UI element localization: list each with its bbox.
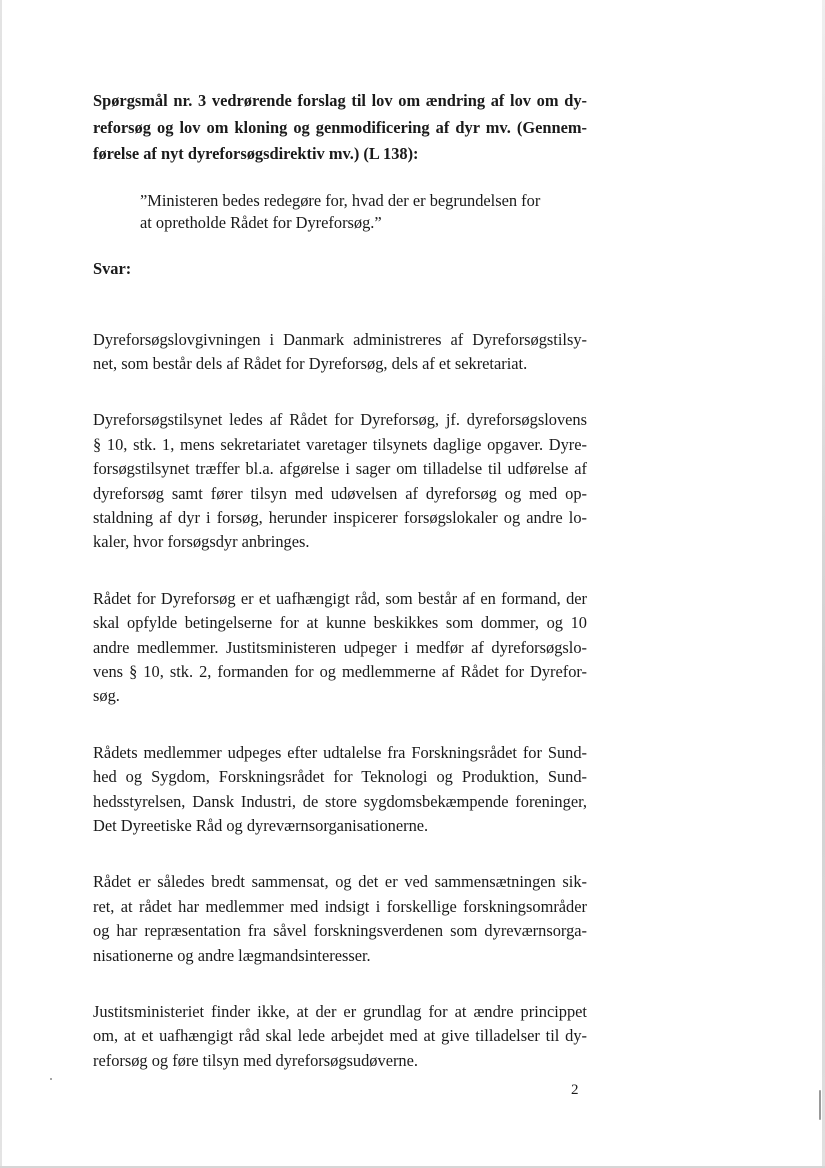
document-body [93,88,587,1073]
answer-label: Svar: [93,258,132,278]
answer-paragraph [93,1000,587,1073]
question-title-line: reforsøg og lov om kloning og genmodificering af dyr mv. (Gennem- [93,117,587,137]
paragraph-line: kaler, hvor forsøgsdyr anbringes. [93,532,310,552]
question-title [93,88,587,168]
scan-edge-left [0,0,2,1168]
paragraph-line: om, at et uafhængigt råd skal lede arbejdet med at give tilladelser til dy- [93,1026,587,1046]
paragraph-line: Justitsministeriet finder ikke, at der er grundlag for at ændre princippet [93,1002,587,1022]
answer-paragraph [93,870,587,968]
question-title-line: Spørgsmål nr. 3 vedrørende forslag til lov om ændring af lov om dy- [93,91,587,110]
paragraph-line: Rådet for Dyreforsøg er et uafhængigt råd, som består af en formand, der [93,588,587,608]
paragraph-line: hed og Sygdom, Forskningsrådet for Teknologi og Produktion, Sund- [93,767,587,787]
quote-line: ”Ministeren bedes redegøre for, hvad der er begrundelsen for [140,190,541,210]
scan-speck [50,1078,52,1080]
paragraph-line: nisationerne og andre lægmandsinteresser. [93,945,371,965]
scan-speck [819,1090,821,1120]
paragraph-line: dyreforsøg samt fører tilsyn med udøvelsen af dyreforsøg og med op- [93,483,587,503]
answer-paragraph [93,408,587,554]
paragraph-line: Rådet er således bredt sammensat, og det er ved sammensætningen sik- [93,872,587,892]
quote-line: at opretholde Rådet for Dyreforsøg.” [140,213,382,232]
paragraph-line: Dyreforsøgslovgivningen i Danmark administreres af Dyreforsøgstilsy- [93,329,587,349]
paragraph-line: forsøgstilsynet træffer bl.a. afgørelse i sager om tilladelse til udførelse af [93,459,587,479]
paragraph-line: Rådets medlemmer udpeges efter udtalelse fra Forskningsrådet for Sund- [93,742,587,762]
page-number: 2 [571,1082,579,1098]
paragraph-line: Det Dyreetiske Råd og dyreværnsorganisationerne. [93,816,429,835]
paragraph-line: vens § 10, stk. 2, formanden for og medlemmerne af Rådet for Dyrefor- [93,661,587,681]
answer-paragraphs [93,328,587,1074]
paragraph-line: hedsstyrelsen, Dansk Industri, de store sygdomsbekæmpende foreninger, [93,791,587,811]
question-quote [140,190,587,235]
paragraph-line: Dyreforsøgstilsynet ledes af Rådet for Dyreforsøg, jf. dyreforsøgslovens [93,410,587,430]
answer-paragraph [93,741,587,839]
paragraph-line: ret, at rådet har medlemmer med indsigt i forskellige forskningsområder [93,896,587,916]
paragraph-line: staldning af dyr i forsøg, herunder inspicerer forsøgslokaler og andre lo- [93,507,587,527]
paragraph-line: søg. [93,686,120,706]
paragraph-line: skal opfylde betingelserne for at kunne beskikkes som dommer, og 10 [93,613,587,633]
paragraph-line: og har repræsentation fra såvel forskningsverdenen som dyreværnsorga- [93,921,587,941]
answer-paragraph [93,587,587,709]
paragraph-line: § 10, stk. 1, mens sekretariatet varetager tilsynets daglige opgaver. Dyre- [93,434,587,454]
question-title-line: førelse af nyt dyreforsøgsdirektiv mv.) (L 138): [93,144,419,163]
paragraph-line: andre medlemmer. Justitsministeren udpeger i medfør af dyreforsøgslo- [93,637,587,657]
paragraph-line: reforsøg og føre tilsyn med dyreforsøgsudøverne. [93,1050,418,1070]
answer-paragraph [93,328,587,377]
paragraph-line: net, som består dels af Rådet for Dyreforsøg, dels af et sekretariat. [93,353,528,373]
